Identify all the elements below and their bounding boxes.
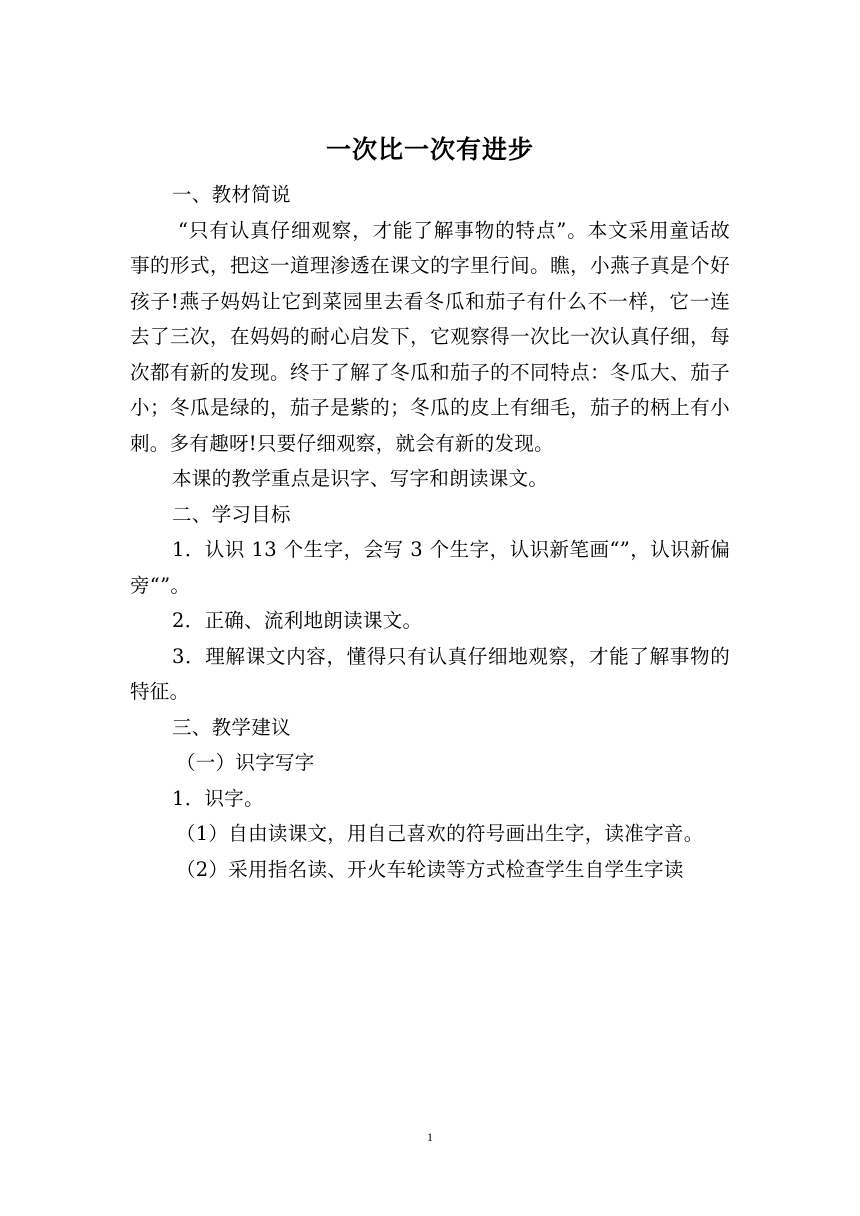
goal-item-1: 1．认识 13 个生字，会写 3 个生字，认识新笔画“”，认识新偏旁“”。 [130,538,730,597]
goal-item-2: 2．正确、流利地朗读课文。 [172,609,423,632]
section-heading-teaching-suggestions: 三、教学建议 [172,715,291,739]
paragraph-intro: “只有认真仔细观察，才能了解事物的特点”。本文采用童话故事的形式，把这一道理渗透在课文的字里行间。瞧，小燕子真是个好孩子!燕子妈妈让它到菜园里去看冬瓜和茄子有什么不一样，它一连去了三次，在妈妈的耐心启发下，它观察得一次比一次认真仔细，每次都有新的发现。终于了解了冬瓜和茄子的不同特点：冬瓜大、茄子小；冬瓜是绿的，茄子是紫的；冬瓜的皮上有细毛，茄子的柄上有小刺。多有趣呀!只要仔细观察，就会有新的发现。 [130,218,730,455]
subsection-heading-literacy: （一）识字写字 [176,751,315,774]
page-number: 1 [427,1130,433,1144]
list-item-step-2: （2）采用指名读、开火车轮读等方式检查学生自学生字读 [176,857,684,881]
document-title: 一次比一次有进步 [325,135,534,164]
document-body [130,177,730,887]
section-heading-textbook-intro: 一、教材简说 [172,183,291,206]
paragraph-key-points: 本课的教学重点是识字、写字和朗读课文。 [172,467,549,490]
goal-item-3: 3．理解课文内容，懂得只有认真仔细地观察，才能了解事物的特征。 [130,644,730,703]
list-item-literacy: 1．识字。 [172,786,264,810]
list-item-step-1: （1）自由读课文，用自己喜欢的符号画出生字，读准字音。 [176,822,704,845]
section-heading-learning-goals: 二、学习目标 [172,502,291,526]
